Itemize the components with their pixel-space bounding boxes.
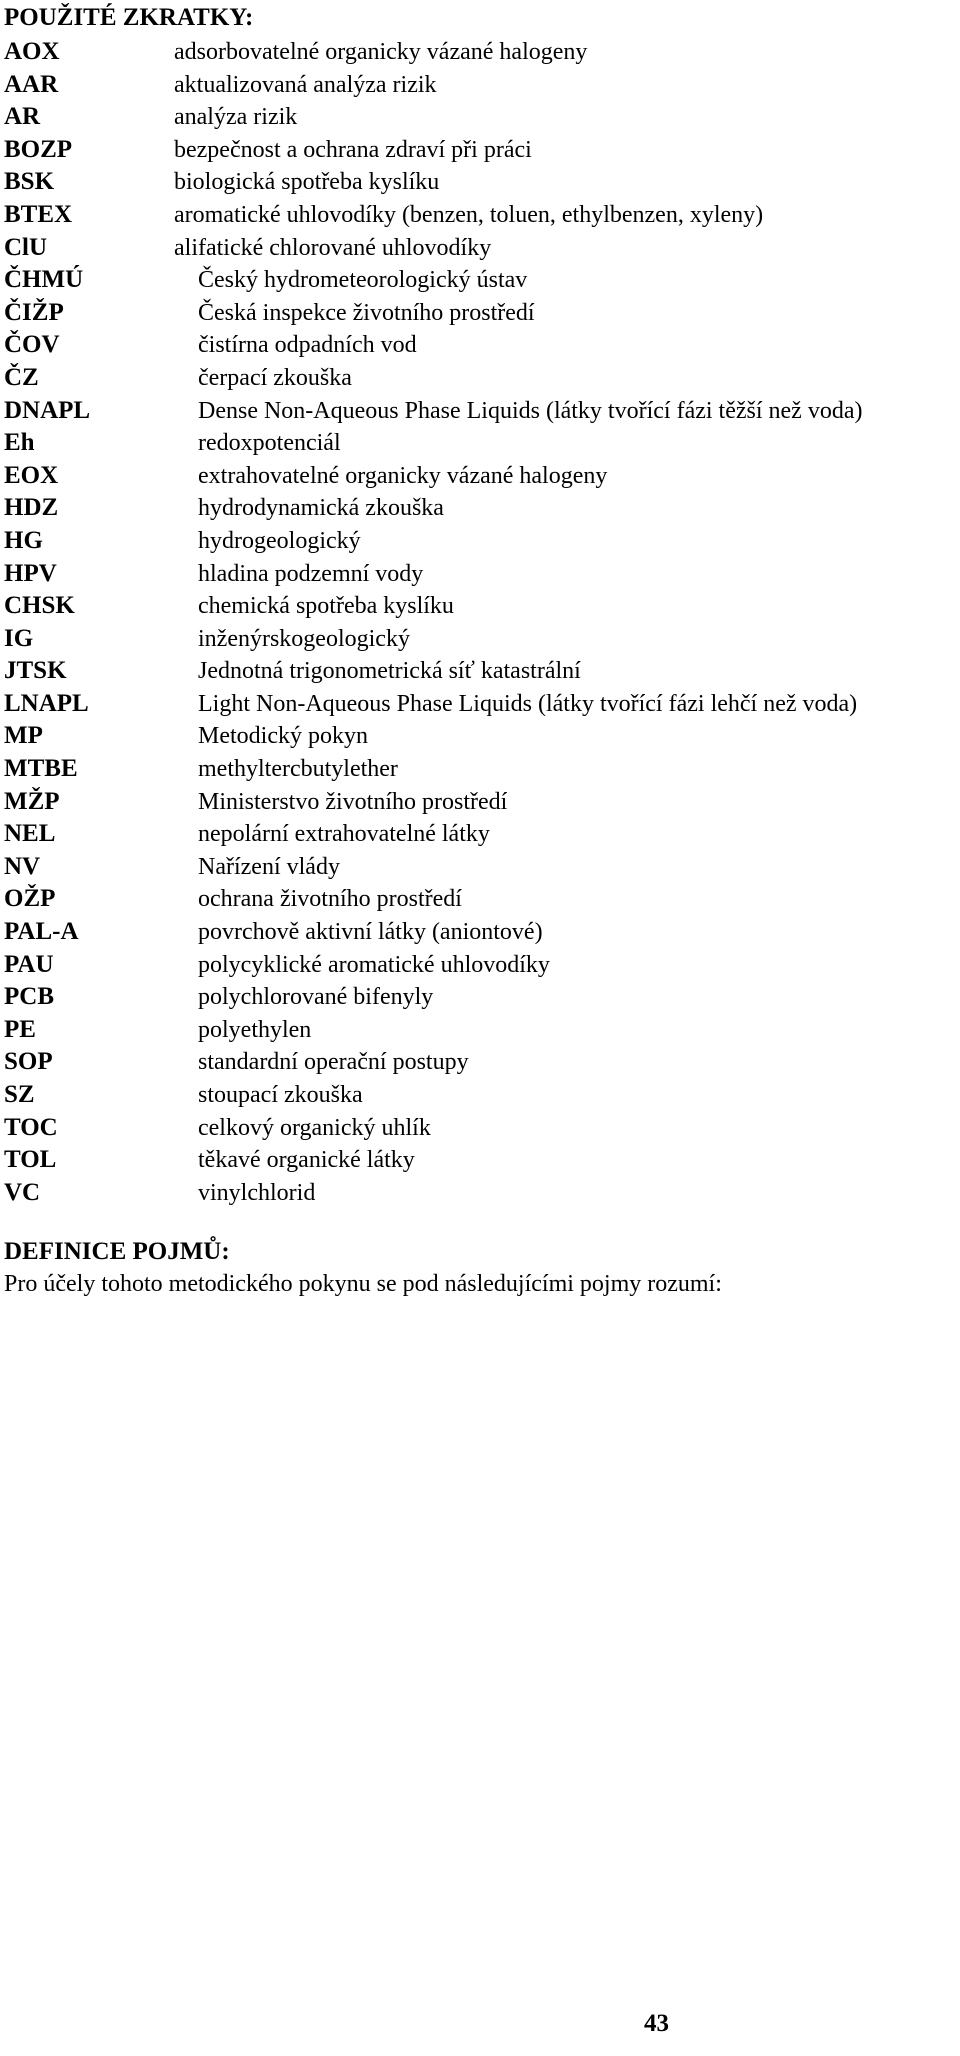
abbreviation-description: Ministerstvo životního prostředí — [198, 788, 508, 815]
abbreviation-row — [0, 395, 960, 428]
abbreviation-code: Eh — [4, 429, 35, 457]
abbreviation-description: aromatické uhlovodíky (benzen, toluen, ethylbenzen, xyleny) — [174, 201, 764, 228]
abbreviation-description: hydrogeologický — [198, 527, 361, 554]
abbreviation-code: CHSK — [4, 592, 75, 620]
abbreviation-row — [0, 297, 960, 330]
abbreviation-code: NV — [4, 852, 41, 880]
abbreviation-row — [0, 525, 960, 558]
abbreviation-code: AAR — [4, 70, 59, 98]
abbreviation-description: biologická spotřeba kyslíku — [174, 169, 440, 196]
abbreviation-row — [0, 590, 960, 623]
abbreviation-row — [0, 232, 960, 265]
abbreviation-description: hladina podzemní vody — [198, 560, 424, 587]
abbreviation-description: povrchově aktivní látky (aniontové) — [198, 919, 543, 946]
abbreviation-code: BTEX — [4, 200, 73, 228]
abbreviation-code: JTSK — [4, 657, 67, 685]
abbreviation-description: polycyklické aromatické uhlovodíky — [198, 951, 550, 978]
abbreviation-code: EOX — [4, 461, 59, 489]
abbreviation-code: ČIŽP — [4, 298, 64, 326]
abbreviation-description: polyethylen — [198, 1016, 312, 1043]
abbreviation-description: analýza rizik — [174, 104, 298, 131]
abbreviation-row — [0, 949, 960, 982]
abbreviation-code: PCB — [4, 983, 54, 1011]
abbreviation-row — [0, 753, 960, 786]
abbreviation-row — [0, 623, 960, 656]
abbreviation-description: redoxpotenciál — [198, 430, 341, 457]
abbreviation-code: OŽP — [4, 885, 56, 913]
abbreviations-heading: POUŽITÉ ZKRATKY: — [4, 4, 254, 31]
abbreviation-row — [0, 655, 960, 688]
abbreviation-description: aktualizovaná analýza rizik — [174, 71, 437, 98]
abbreviation-row — [0, 1046, 960, 1079]
abbreviation-description: hydrodynamická zkouška — [198, 495, 444, 522]
abbreviations-list — [0, 36, 960, 1209]
abbreviation-code: PAL-A — [4, 918, 79, 946]
abbreviation-description: bezpečnost a ochrana zdraví při práci — [174, 136, 532, 163]
abbreviation-description: vinylchlorid — [198, 1179, 316, 1206]
abbreviation-row — [0, 362, 960, 395]
abbreviation-code: TOL — [4, 1146, 57, 1174]
abbreviation-description: Nařízení vlády — [198, 853, 340, 880]
abbreviation-description: čistírna odpadních vod — [198, 332, 417, 359]
abbreviation-code: AR — [4, 103, 41, 131]
abbreviation-description: nepolární extrahovatelné látky — [198, 821, 490, 848]
abbreviation-code: HDZ — [4, 494, 59, 522]
abbreviation-description: extrahovatelné organicky vázané halogeny — [198, 462, 608, 489]
page-number: 43 — [644, 2010, 669, 2037]
abbreviation-row — [0, 1079, 960, 1112]
abbreviation-description: těkavé organické látky — [198, 1147, 415, 1174]
abbreviation-code: MTBE — [4, 755, 78, 783]
abbreviation-row — [0, 134, 960, 167]
abbreviation-row — [0, 818, 960, 851]
abbreviation-description: adsorbovatelné organicky vázané halogeny — [174, 39, 588, 65]
abbreviation-description: stoupací zkouška — [198, 1082, 363, 1108]
abbreviation-row — [0, 1112, 960, 1145]
abbreviation-code: IG — [4, 624, 34, 652]
abbreviation-description: Dense Non-Aqueous Phase Liquids (látky tvořící fázi těžší než voda) — [198, 397, 863, 424]
abbreviation-code: HG — [4, 526, 43, 554]
abbreviation-code: SOP — [4, 1048, 53, 1076]
abbreviation-row — [0, 492, 960, 525]
abbreviation-row — [0, 36, 960, 69]
abbreviation-code: PE — [4, 1015, 36, 1043]
abbreviation-row — [0, 1014, 960, 1047]
abbreviation-code: BSK — [4, 168, 55, 196]
abbreviation-row — [0, 916, 960, 949]
abbreviation-code: LNAPL — [4, 689, 89, 717]
abbreviation-code: ClU — [4, 233, 48, 261]
abbreviation-row — [0, 101, 960, 134]
abbreviation-description: Česká inspekce životního prostředí — [198, 299, 535, 326]
abbreviation-code: SZ — [4, 1081, 35, 1108]
abbreviation-row — [0, 69, 960, 102]
abbreviation-row — [0, 199, 960, 232]
abbreviation-description: Český hydrometeorologický ústav — [198, 267, 528, 294]
abbreviation-code: TOC — [4, 1113, 58, 1141]
abbreviation-code: NEL — [4, 820, 56, 848]
abbreviation-code: ČHMÚ — [4, 266, 84, 294]
abbreviation-code: MŽP — [4, 787, 60, 815]
abbreviation-description: Jednotná trigonometrická síť katastrální — [198, 658, 581, 685]
abbreviation-row — [0, 720, 960, 753]
abbreviation-row — [0, 851, 960, 884]
abbreviation-row — [0, 981, 960, 1014]
abbreviation-code: VC — [4, 1178, 41, 1206]
abbreviation-description: celkový organický uhlík — [198, 1114, 431, 1141]
abbreviation-description: standardní operační postupy — [198, 1049, 469, 1076]
abbreviation-description: Light Non-Aqueous Phase Liquids (látky tvořící fázi lehčí než voda) — [198, 690, 858, 717]
abbreviation-description: Metodický pokyn — [198, 723, 368, 750]
abbreviation-code: ČOV — [4, 331, 60, 359]
abbreviation-description: methyltercbutylether — [198, 756, 398, 783]
abbreviation-row — [0, 1144, 960, 1177]
abbreviation-row — [0, 883, 960, 916]
abbreviation-row — [0, 786, 960, 819]
abbreviation-description: ochrana životního prostředí — [198, 886, 462, 913]
abbreviation-row — [0, 558, 960, 591]
abbreviation-row — [0, 460, 960, 493]
abbreviation-code: ČZ — [4, 363, 39, 391]
abbreviation-code: BOZP — [4, 135, 73, 163]
abbreviation-row — [0, 166, 960, 199]
abbreviation-description: chemická spotřeba kyslíku — [198, 593, 454, 620]
definitions-heading: DEFINICE POJMŮ: — [4, 1238, 230, 1265]
abbreviation-description: alifatické chlorované uhlovodíky — [174, 234, 492, 261]
abbreviation-code: DNAPL — [4, 396, 91, 424]
definitions-intro: Pro účely tohoto metodického pokynu se pod následujícími pojmy rozumí: — [4, 1271, 722, 1297]
abbreviation-row — [0, 329, 960, 362]
abbreviation-description: inženýrskogeologický — [198, 625, 410, 652]
abbreviation-code: AOX — [4, 38, 60, 65]
abbreviation-description: polychlorované bifenyly — [198, 984, 434, 1011]
abbreviation-row — [0, 1177, 960, 1210]
abbreviation-code: MP — [4, 722, 43, 750]
abbreviation-row — [0, 427, 960, 460]
abbreviation-row — [0, 688, 960, 721]
abbreviation-code: PAU — [4, 950, 54, 978]
abbreviation-row — [0, 264, 960, 297]
abbreviation-description: čerpací zkouška — [198, 364, 352, 391]
abbreviation-code: HPV — [4, 559, 57, 587]
